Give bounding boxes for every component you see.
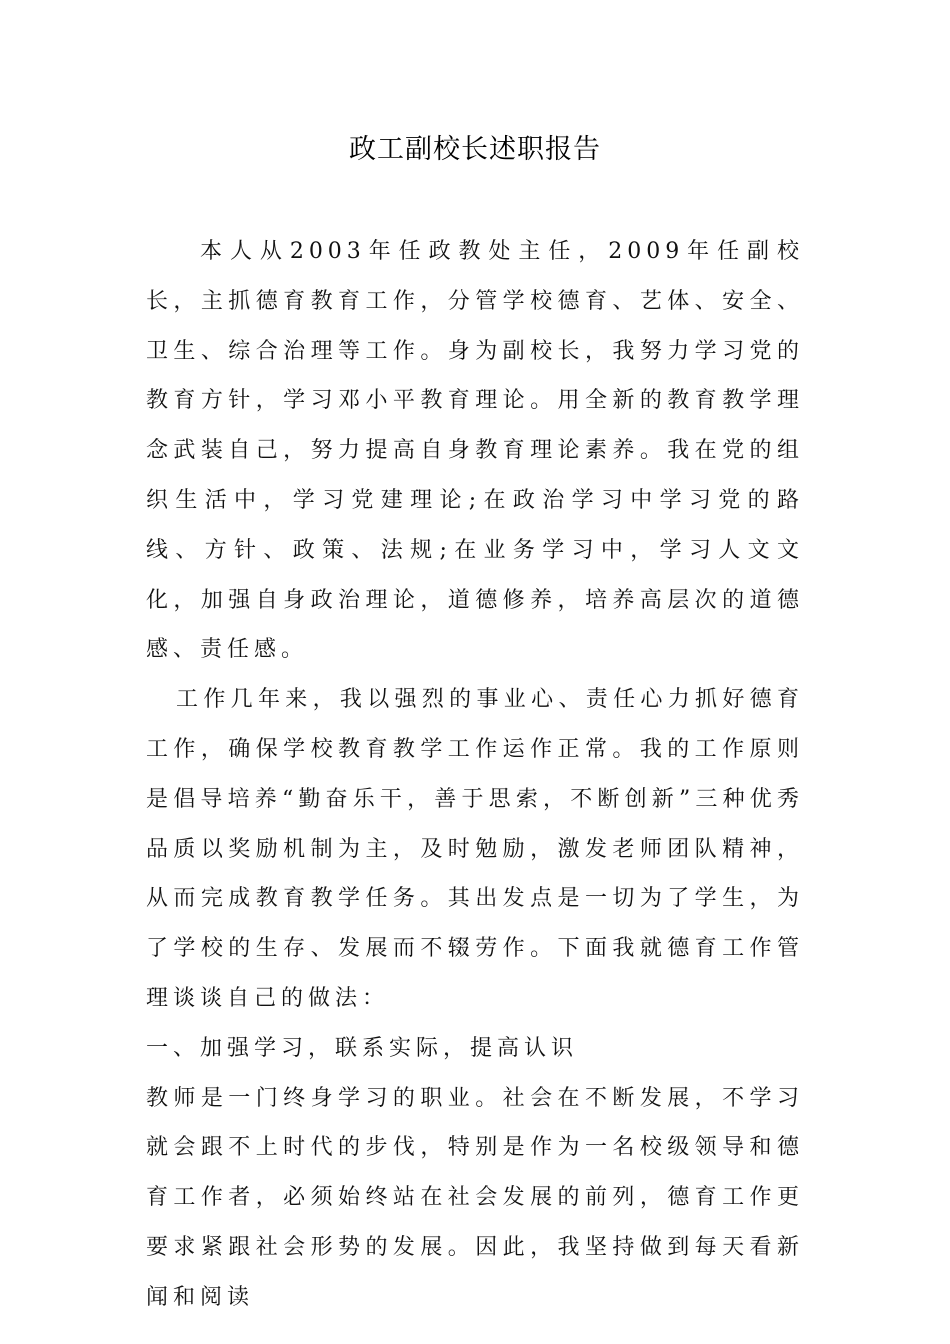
paragraph-learning: 教师是一门终身学习的职业。社会在不断发展，不学习就会跟不上时代的步伐，特别是作为一名校级领导和德育工作者，必须始终站在社会发展的前列，德育工作更要求紧跟社会形势的发展。因此，我坚持做到每天看新闻和阅读 — [146, 1085, 804, 1310]
section-heading: 一、加强学习，联系实际，提高认识 — [146, 1035, 579, 1061]
document-body — [146, 227, 804, 1323]
paragraph-work-principles: 工作几年来，我以强烈的事业心、责任心力抓好德育工作，确保学校教育教学工作运作正常。我的工作原则是倡导培养“勤奋乐干，善于思索，不断创新”三种优秀品质以奖励机制为主，及时勉励，激发老师团队精神，从而完成教育教学任务。其出发点是一切为了学生，为了学校的生存、发展而不辍劳作。下面我就德育工作管理谈谈自己的做法： — [146, 687, 804, 1011]
document-title: 政工副校长述职报告 — [349, 134, 601, 165]
paragraph-intro: 本人从2003年任政教处主任，2009年任副校长，主抓德育教育工作，分管学校德育、艺体、安全、卫生、综合治理等工作。身为副校长，我努力学习党的教育方针，学习邓小平教育理论。用全新的教育教学理念武装自己，努力提高自身教育理论素养。我在党的组织生活中，学习党建理论;在政治学习中学习党的路线、方针、政策、法规;在业务学习中，学习人文文化，加强自身政治理论，道德修养，培养高层次的道德感、责任感。 — [146, 239, 804, 663]
